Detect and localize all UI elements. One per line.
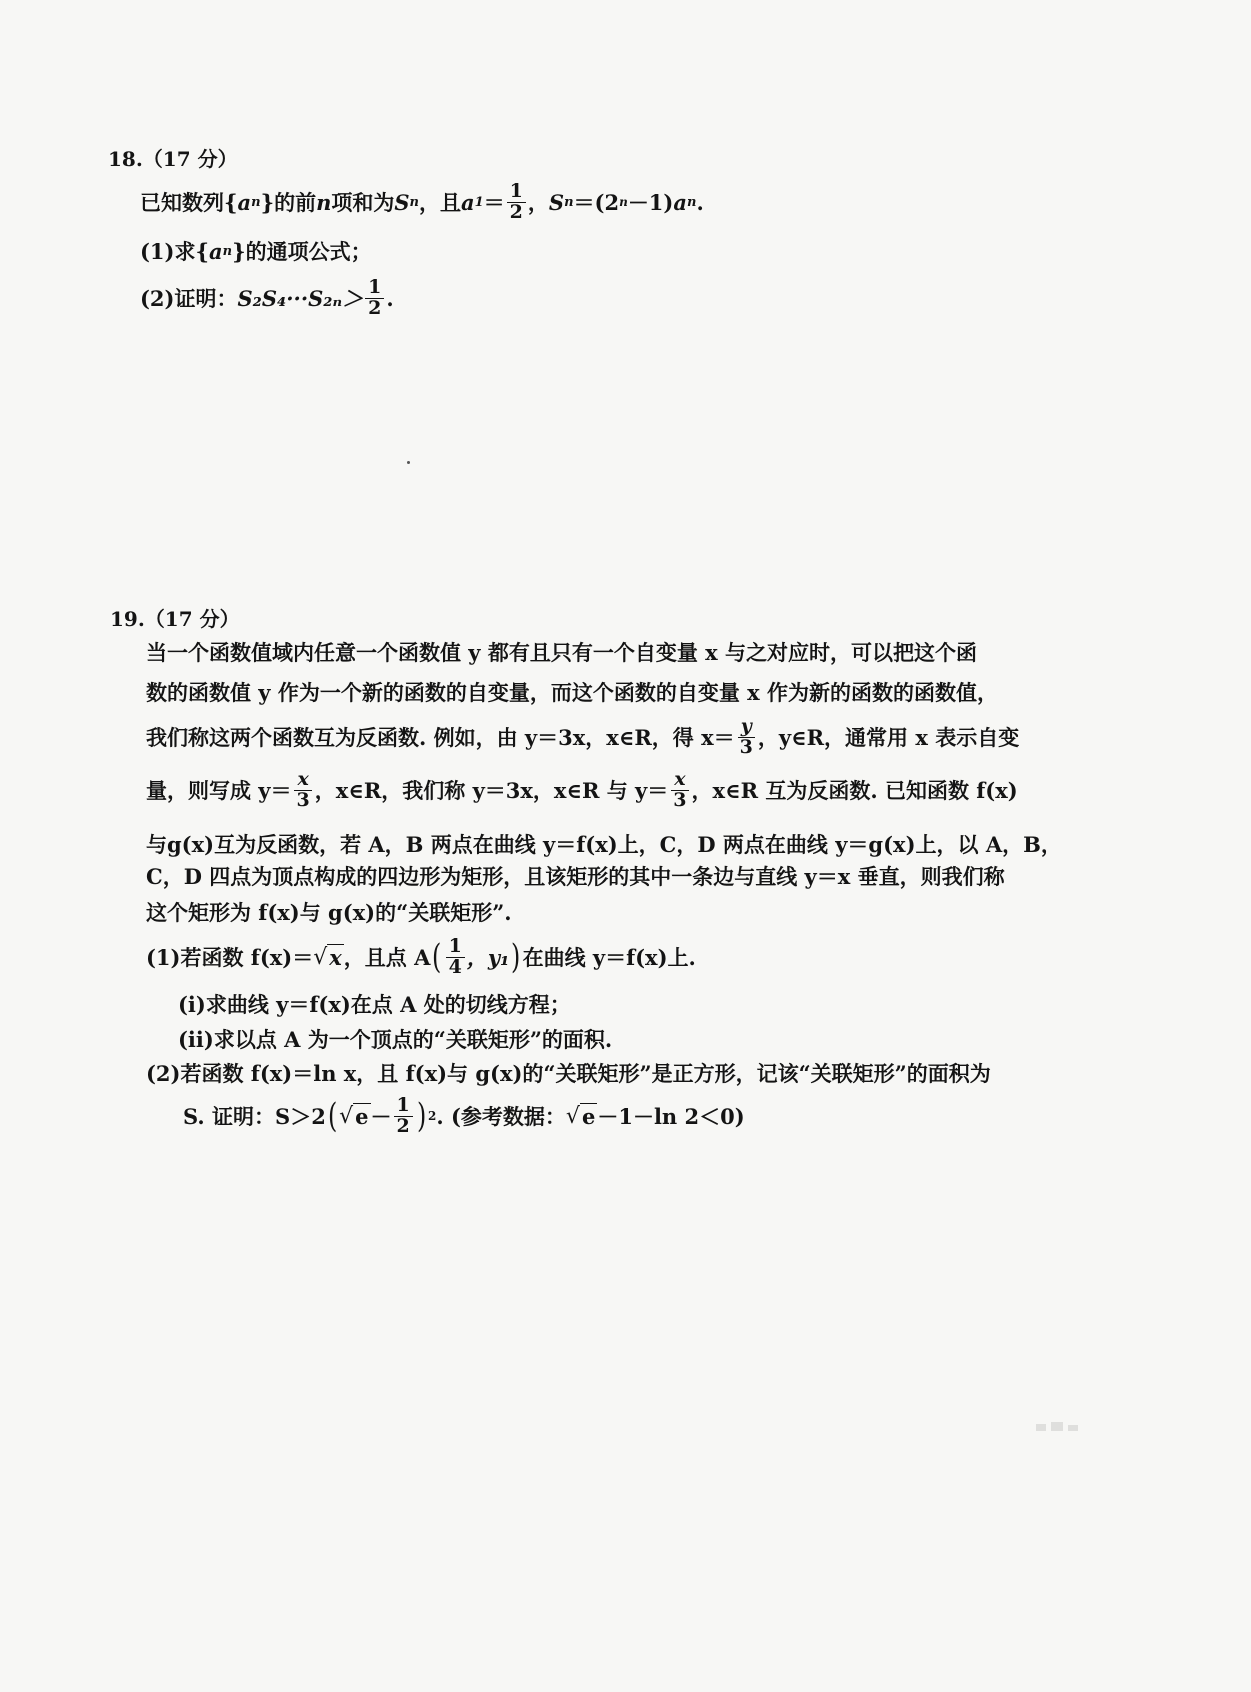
q19-part2-proof: S. 证明：S＞2 ( √ e － $\frac{1}{2}$ ) 2 . (参考数据： √ e －1－ln 2＜0) [183, 1094, 745, 1137]
sqrt-x: √ x [313, 945, 342, 971]
q18-statement: 已知数列{ a n }的前 n 项和为 S n ，且 a 1 ＝ $\frac{1}{2}$ ， S n ＝(2 n －1) a n . [140, 180, 704, 223]
sqrt-e: √ e [339, 1104, 369, 1130]
q18-part1: (1)求{ a n }的通项公式； [140, 238, 372, 264]
fraction-y-over-3: $\frac{y}{3}$ [739, 715, 753, 758]
q19-heading: 19.（17 分） [110, 607, 240, 631]
q19-part1-i: (ⅰ)求曲线 y＝f(x)在点 A 处的切线方程； [178, 992, 571, 1017]
q18-heading: 18.（17 分） [108, 147, 238, 171]
q19-part1-ii: (ⅱ)求以点 A 为一个顶点的“关联矩形”的面积. [178, 1027, 613, 1052]
q19-line-6: C，D 四点为顶点构成的四边形为矩形，且该矩形的其中一条边与直线 y＝x 垂直，则我们称 [146, 864, 1005, 889]
fraction-x-over-3: $\frac{x}{3}$ [670, 770, 689, 811]
fraction-one-half: $\frac{1}{2}$ [365, 278, 384, 319]
q19-line-3: 我们称这两个函数互为反函数. 例如，由 y＝3x，x∈R，得 x＝ $\frac{y}{3}$ ，y∈R，通常用 x 表示自变 [146, 715, 1020, 758]
q19-line-2: 数的函数值 y 作为一个新的函数的自变量，而这个函数的自变量 x 作为新的函数的函数值， [146, 680, 998, 705]
fraction-one-half: $\frac{1}{2}$ [394, 1096, 413, 1137]
faint-watermark-icon [1035, 1420, 1080, 1434]
scan-speck [407, 461, 410, 464]
q18-part2: (2)证明： S₂S₄···S₂ₙ＞ $\frac{1}{2}$ . [140, 276, 394, 319]
q19-line-7: 这个矩形为 f(x)与 g(x)的“关联矩形”. [146, 900, 512, 925]
q19-part2: (2)若函数 f(x)＝ln x，且 f(x)与 g(x)的“关联矩形”是正方形，记该“关联矩形”的面积为 [146, 1061, 991, 1086]
q19-line-5: 与g(x)互为反函数，若 A，B 两点在曲线 y＝f(x)上，C，D 两点在曲线 y＝g(x)上，以 A，B， [146, 832, 1062, 857]
q19-line-1: 当一个函数值域内任意一个函数值 y 都有且只有一个自变量 x 与之对应时，可以把这个函 [146, 640, 977, 665]
sqrt-e: √ e [565, 1104, 596, 1130]
fraction-one-half: $\frac{1}{2}$ [507, 182, 526, 223]
fraction-x-over-3: $\frac{x}{3}$ [294, 770, 313, 811]
q19-line-4: 量，则写成 y＝ $\frac{x}{3}$ ，x∈R，我们称 y＝3x，x∈R 与 y＝ $\frac{x}{3}$ ，x∈R 互为反函数. 已知函数 f(x) [146, 768, 1018, 811]
q19-part1: (1)若函数 f(x)＝ √ x ，且点 A ( $\frac{1}{4}$ ，y₁ ) 在曲线 y＝f(x)上. [146, 935, 696, 978]
fraction-one-quarter: $\frac{1}{4}$ [446, 937, 465, 978]
